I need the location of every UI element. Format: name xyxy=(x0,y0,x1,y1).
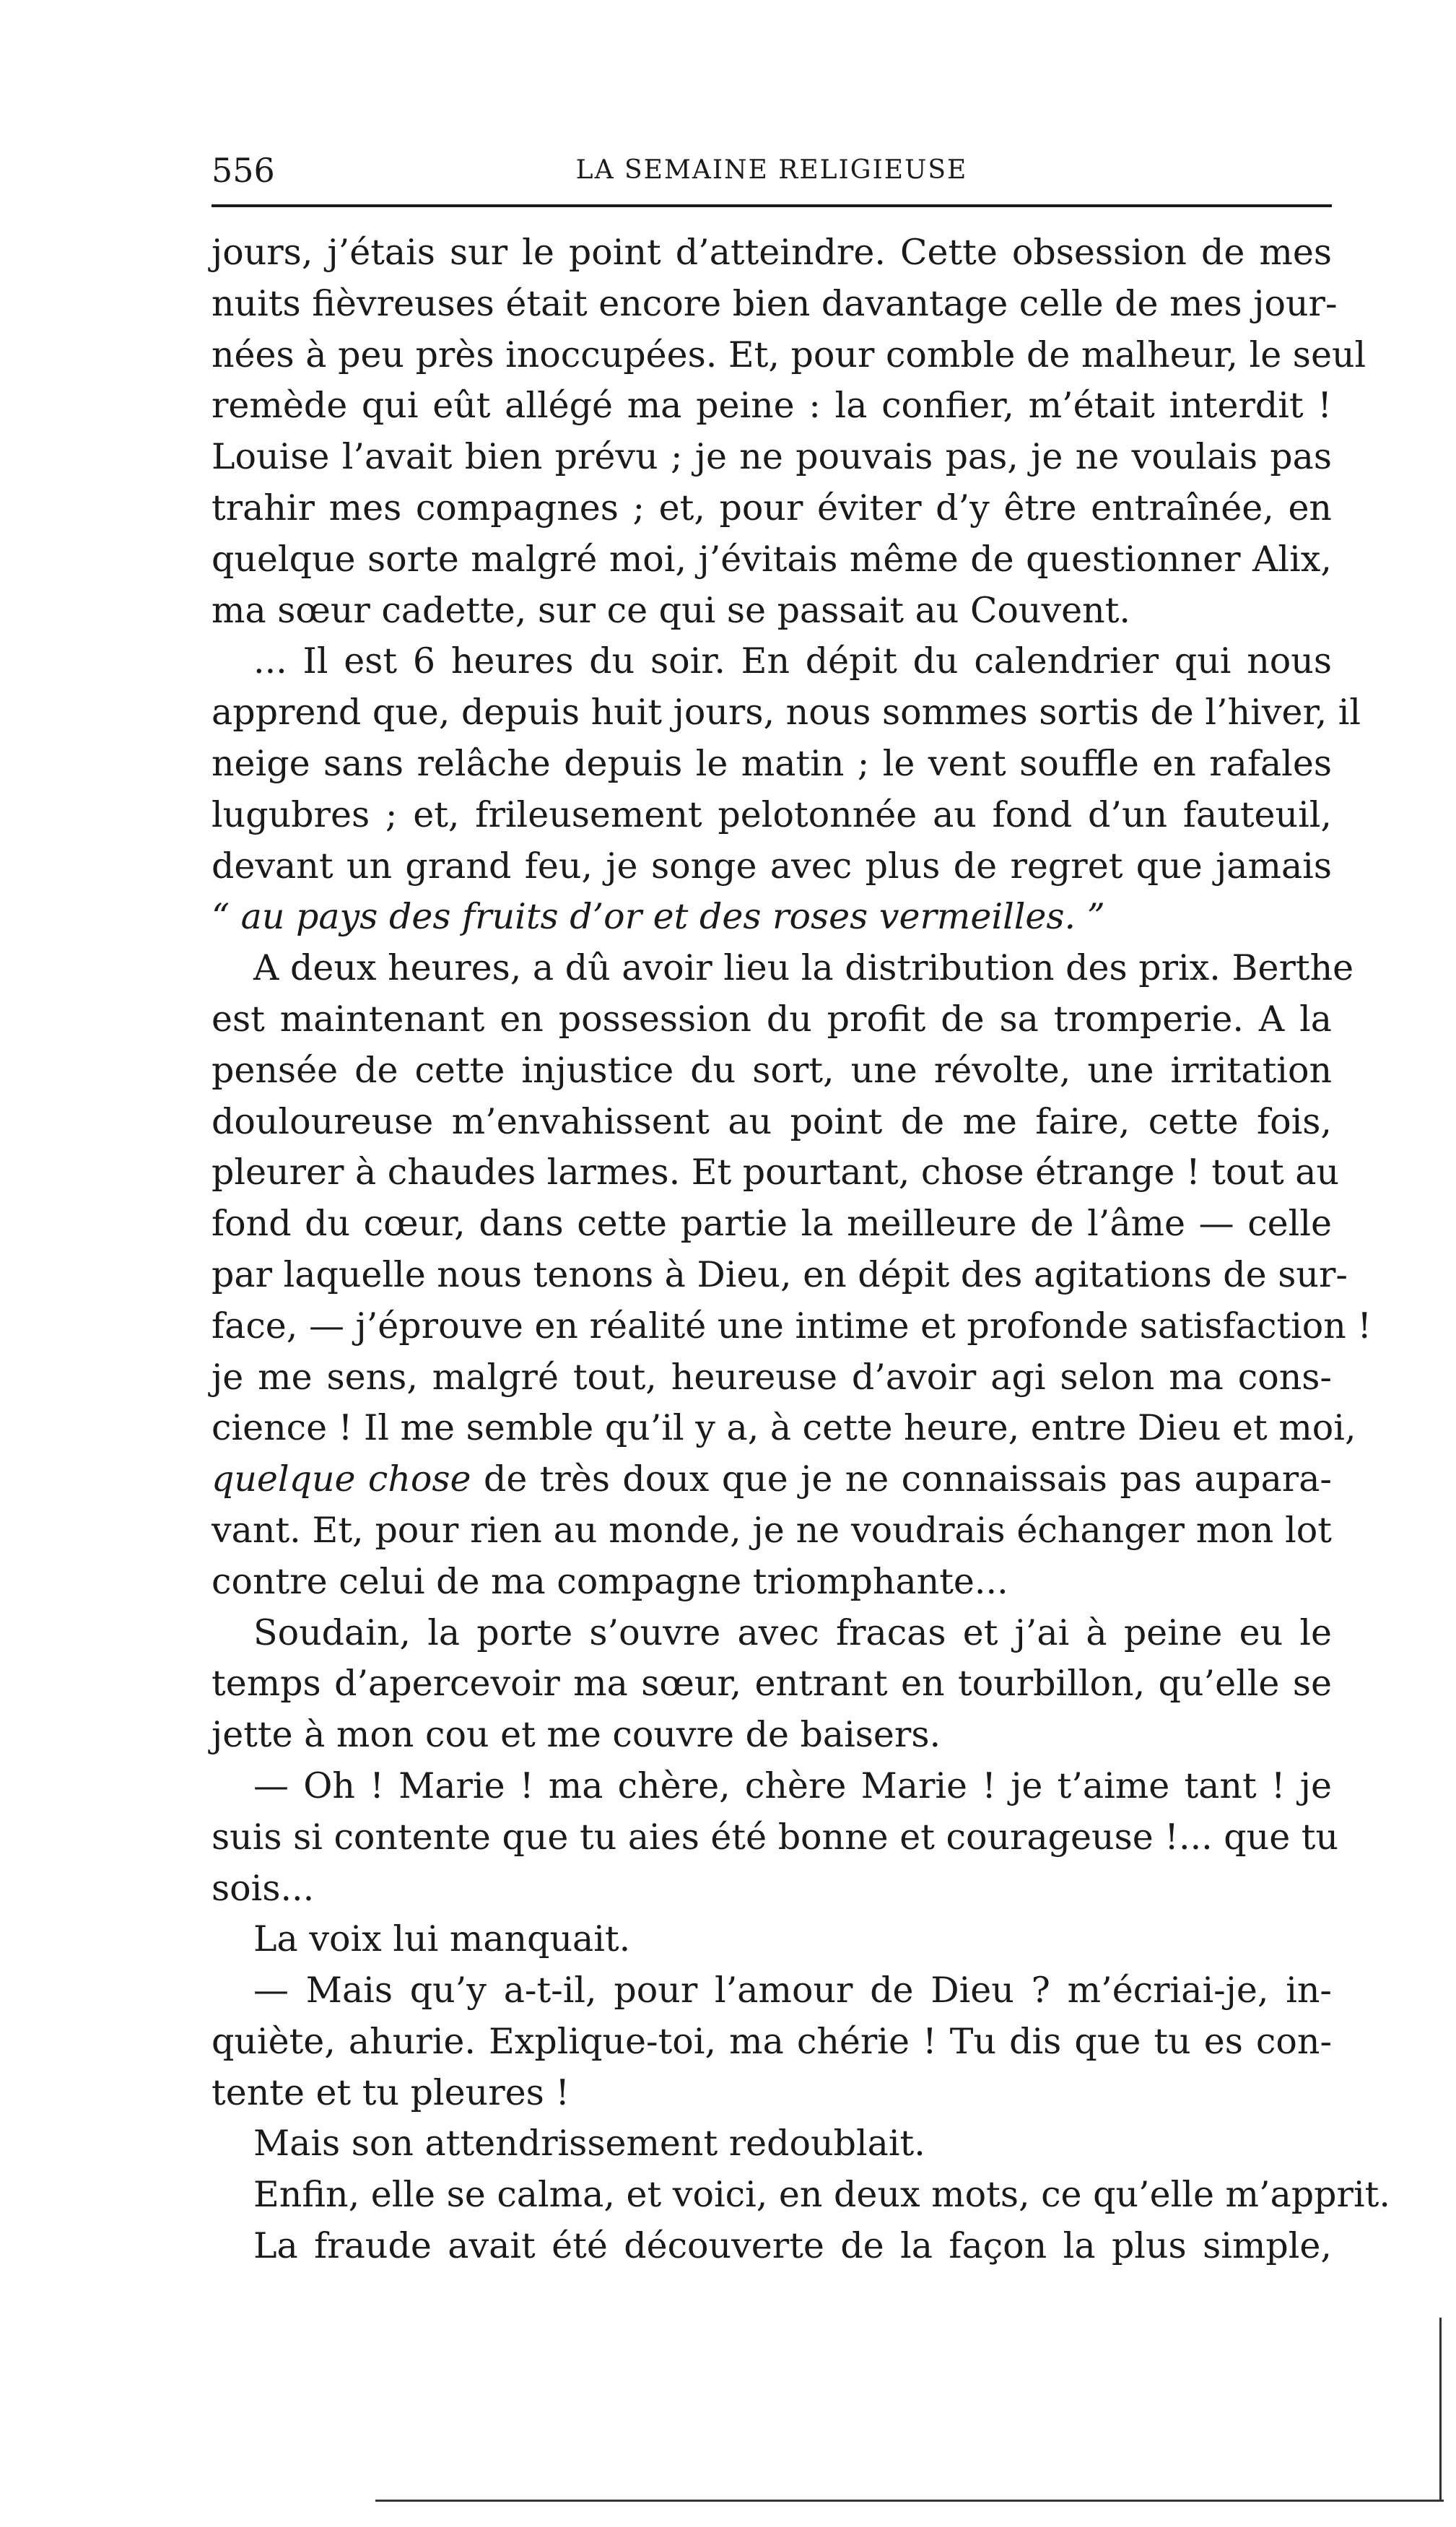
text-line: La voix lui manquait. xyxy=(253,1918,631,1960)
text-line: nuits fièvreuses était encore bien davantage celle de mes jour- xyxy=(212,282,1338,324)
text-line: cience ! Il me semble qu’il y a, à cette heure, entre Dieu et moi, xyxy=(212,1407,1356,1449)
text-line: trahir mes compagnes ; et, pour éviter d’y être entraînée, en xyxy=(212,487,1332,529)
text-line: Enfin, elle se calma, et voici, en deux mots, ce qu’elle m’apprit. xyxy=(253,2174,1390,2216)
page-number: 556 xyxy=(212,151,275,190)
text-line: jette à mon cou et me couvre de baisers. xyxy=(212,1714,941,1756)
text-line: — Mais qu’y a-t-il, pour l’amour de Dieu ? m’écriai-je, in- xyxy=(253,1970,1332,2011)
text-line: “ au pays des fruits d’or et des roses vermeilles. ” xyxy=(212,896,1105,938)
text-line: La fraude avait été découverte de la façon la plus simple, xyxy=(253,2225,1332,2267)
text-line: Soudain, la porte s’ouvre avec fracas et j’ai à peine eu le xyxy=(253,1612,1332,1653)
text-line: je me sens, malgré tout, heureuse d’avoir agi selon ma cons- xyxy=(212,1356,1332,1398)
text-line: — Oh ! Marie ! ma chère, chère Marie ! je t’aime tant ! je xyxy=(253,1765,1332,1806)
text-line: pensée de cette injustice du sort, une révolte, une irritation xyxy=(212,1049,1332,1091)
text-line: face, — j’éprouve en réalité une intime et profonde satisfaction ! xyxy=(212,1305,1372,1347)
text-line: nées à peu près inoccupées. Et, pour comble de malheur, le seul xyxy=(212,334,1366,375)
side-rule xyxy=(1439,2318,1442,2502)
text-line: A deux heures, a dû avoir lieu la distribution des prix. Berthe xyxy=(253,947,1354,989)
running-head: LA SEMAINE RELIGIEUSE xyxy=(575,155,968,185)
text-line: apprend que, depuis huit jours, nous sommes sortis de l’hiver, il xyxy=(212,692,1361,734)
text-line: quelque sorte malgré moi, j’évitais même de questionner Alix, xyxy=(212,538,1332,580)
text-line: ma sœur cadette, sur ce qui se passait au Couvent. xyxy=(212,589,1130,631)
text-line: pleurer à chaudes larmes. Et pourtant, chose étrange ! tout au xyxy=(212,1152,1340,1193)
text-line: suis si contente que tu aies été bonne et courageuse !... que tu xyxy=(212,1816,1339,1858)
text-line: douloureuse m’envahissent au point de me faire, cette fois, xyxy=(212,1100,1332,1142)
text-line: tente et tu pleures ! xyxy=(212,2071,570,2113)
text-line: ... Il est 6 heures du soir. En dépit du calendrier qui nous xyxy=(253,640,1332,682)
text-line: contre celui de ma compagne triomphante... xyxy=(212,1560,1008,1602)
text-line: jours, j’étais sur le point d’atteindre. Cette obsession de mes xyxy=(212,232,1332,273)
text-line: remède qui eût allégé ma peine : la confier, m’était interdit ! xyxy=(212,385,1332,427)
text-line: par laquelle nous tenons à Dieu, en dépit des agitations de sur- xyxy=(212,1253,1348,1295)
page-header xyxy=(212,148,1332,193)
text-line: temps d’apercevoir ma sœur, entrant en tourbillon, qu’elle se xyxy=(212,1663,1332,1705)
header-rule xyxy=(212,204,1332,207)
text-line: devant un grand feu, je songe avec plus de regret que jamais xyxy=(212,845,1332,887)
bottom-rule xyxy=(375,2500,1444,2502)
text-line: Mais son attendrissement redoublait. xyxy=(253,2123,925,2165)
text-line: Louise l’avait bien prévu ; je ne pouvais pas, je ne voulais pas xyxy=(212,436,1332,478)
text-line: quiète, ahurie. Explique-toi, ma chérie ! Tu dis que tu es con- xyxy=(212,2020,1332,2062)
text-line: neige sans relâche depuis le matin ; le vent souffle en rafales xyxy=(212,742,1332,784)
text-line: est maintenant en possession du profit de sa tromperie. A la xyxy=(212,998,1332,1040)
text-line: vant. Et, pour rien au monde, je ne voudrais échanger mon lot xyxy=(212,1509,1332,1551)
text-line: sois... xyxy=(212,1867,315,1909)
text-line: quelque chose de très doux que je ne connaissais pas aupara- xyxy=(212,1458,1332,1500)
body-text xyxy=(212,227,1390,2272)
text-line: lugubres ; et, frileusement pelotonnée au fond d’un fauteuil, xyxy=(212,793,1332,835)
text-line: fond du cœur, dans cette partie la meilleure de l’âme — celle xyxy=(212,1203,1332,1245)
